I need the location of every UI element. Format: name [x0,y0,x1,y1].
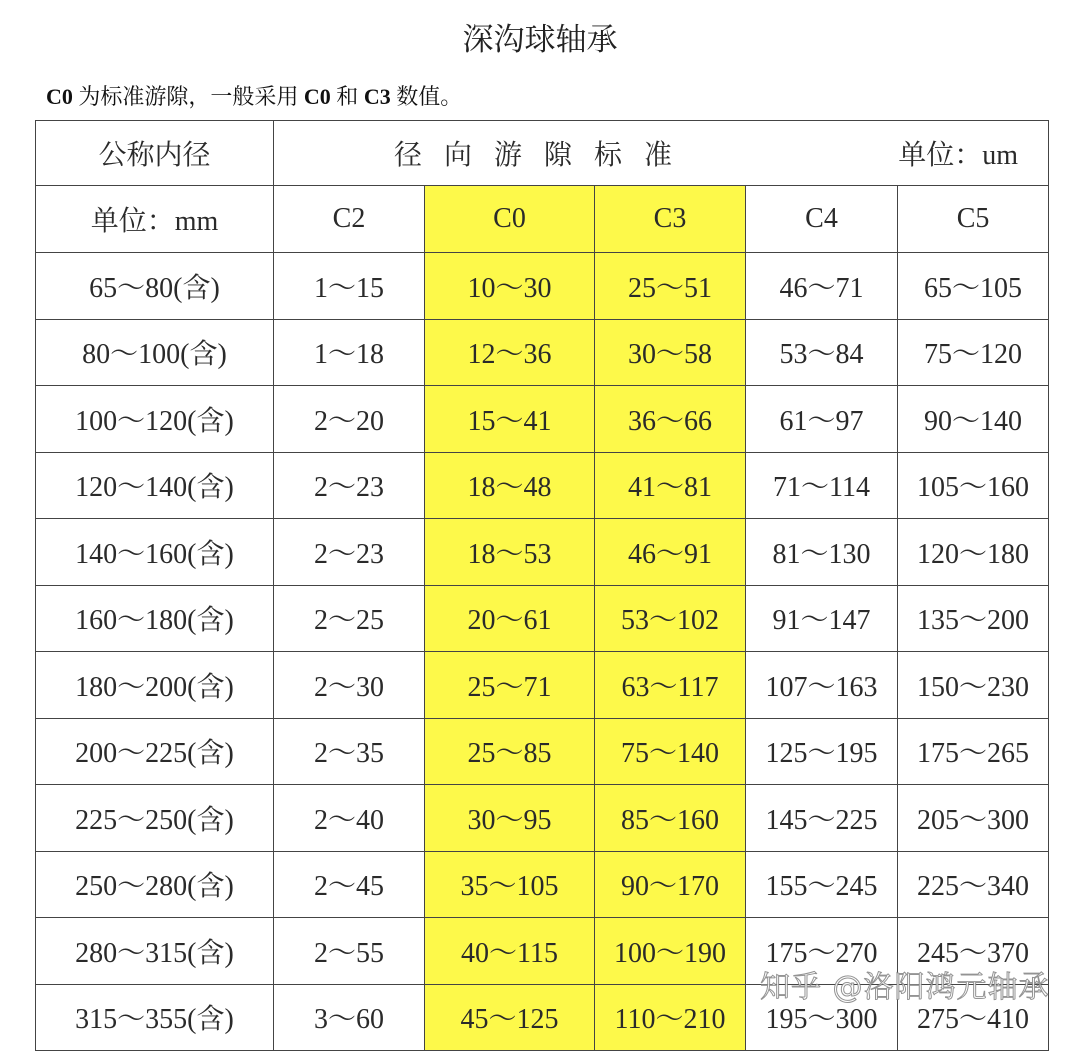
cell-c0: 20～61 [425,585,595,652]
cell-bore-range: 315～355(含) [36,984,274,1051]
table-row [36,519,1049,586]
cell-c4: 81～130 [746,519,898,586]
cell-c0: 15～41 [425,386,595,453]
radial-clearance-table [35,120,1049,1051]
cell-c3: 41～81 [595,452,746,519]
cell-c3: 63～117 [595,652,746,719]
cell-c2: 1～18 [274,319,425,386]
cell-c5: 245～370 [898,918,1049,985]
cell-c5: 75～120 [898,319,1049,386]
note-text-1: 为标准游隙，一般采用 [72,84,304,109]
cell-bore-range: 280～315(含) [36,918,274,985]
cell-c5: 135～200 [898,585,1049,652]
cell-c3: 90～170 [595,851,746,918]
cell-c5: 120～180 [898,519,1049,586]
header-unit-um: 单位：um [898,140,1019,171]
table-row [36,319,1049,386]
cell-c4: 175～270 [746,918,898,985]
cell-c4: 125～195 [746,718,898,785]
header-nominal-bore: 公称内径 [36,121,274,186]
cell-c4: 46～71 [746,253,898,320]
cell-c3: 75～140 [595,718,746,785]
cell-c2: 2～25 [274,585,425,652]
cell-c0: 18～48 [425,452,595,519]
cell-c0: 18～53 [425,519,595,586]
cell-c3: 53～102 [595,585,746,652]
cell-c5: 90～140 [898,386,1049,453]
cell-bore-range: 80～100(含) [36,319,274,386]
cell-c2: 2～23 [274,519,425,586]
cell-bore-range: 100～120(含) [36,386,274,453]
cell-c3: 110～210 [595,984,746,1051]
cell-c4: 61～97 [746,386,898,453]
cell-c0: 12～36 [425,319,595,386]
cell-c0: 30～95 [425,785,595,852]
cell-bore-range: 160～180(含) [36,585,274,652]
cell-c2: 2～40 [274,785,425,852]
cell-c3: 30～58 [595,319,746,386]
cell-c5: 65～105 [898,253,1049,320]
table-row [36,851,1049,918]
cell-c3: 36～66 [595,386,746,453]
table-row [36,386,1049,453]
header-row-1 [36,121,1049,186]
cell-bore-range: 225～250(含) [36,785,274,852]
cell-c5: 105～160 [898,452,1049,519]
cell-c2: 2～20 [274,386,425,453]
cell-c4: 91～147 [746,585,898,652]
cell-c2: 2～35 [274,718,425,785]
header-c4: C4 [746,186,898,253]
cell-c0: 25～85 [425,718,595,785]
header-unit-mm: 单位：mm [36,186,274,253]
cell-c0: 25～71 [425,652,595,719]
cell-c3: 85～160 [595,785,746,852]
cell-bore-range: 140～160(含) [36,519,274,586]
clearance-note [46,80,462,111]
cell-c4: 195～300 [746,984,898,1051]
note-text-3: 数值。 [390,84,463,109]
note-c0: C0 [46,84,73,109]
cell-c2: 2～30 [274,652,425,719]
header-c5: C5 [898,186,1049,253]
cell-c2: 3～60 [274,984,425,1051]
header-c0: C0 [425,186,595,253]
cell-c5: 225～340 [898,851,1049,918]
table-row [36,253,1049,320]
cell-c2: 1～15 [274,253,425,320]
watermark: 知乎 @洛阳鸿元轴承 [760,970,1050,1005]
cell-c5: 275～410 [898,984,1049,1051]
cell-c0: 10～30 [425,253,595,320]
cell-bore-range: 180～200(含) [36,652,274,719]
cell-c3: 25～51 [595,253,746,320]
table-row [36,652,1049,719]
cell-c3: 100～190 [595,918,746,985]
table-row [36,718,1049,785]
header-row-2 [36,186,1049,253]
cell-bore-range: 250～280(含) [36,851,274,918]
note-c0-bold: C0 [303,84,331,109]
cell-c4: 145～225 [746,785,898,852]
cell-c5: 150～230 [898,652,1049,719]
cell-bore-range: 120～140(含) [36,452,274,519]
table-row [36,452,1049,519]
cell-c4: 155～245 [746,851,898,918]
cell-c0: 45～125 [425,984,595,1051]
header-group-label: 径向游隙标准 [394,140,695,171]
document-title: 深沟球轴承 [462,22,618,57]
cell-c0: 40～115 [425,918,595,985]
cell-c5: 205～300 [898,785,1049,852]
header-c3: C3 [595,186,746,253]
cell-c4: 107～163 [746,652,898,719]
note-text-2: 和 [330,84,364,109]
cell-c2: 2～45 [274,851,425,918]
cell-bore-range: 65～80(含) [36,253,274,320]
cell-bore-range: 200～225(含) [36,718,274,785]
table-row [36,785,1049,852]
note-c3: C3 [363,84,391,109]
cell-c3: 46～91 [595,519,746,586]
cell-c4: 53～84 [746,319,898,386]
cell-c0: 35～105 [425,851,595,918]
cell-c2: 2～55 [274,918,425,985]
cell-c2: 2～23 [274,452,425,519]
header-c2: C2 [274,186,425,253]
header-radial-clearance-group [274,121,1049,186]
cell-c4: 71～114 [746,452,898,519]
table-row [36,585,1049,652]
cell-c5: 175～265 [898,718,1049,785]
